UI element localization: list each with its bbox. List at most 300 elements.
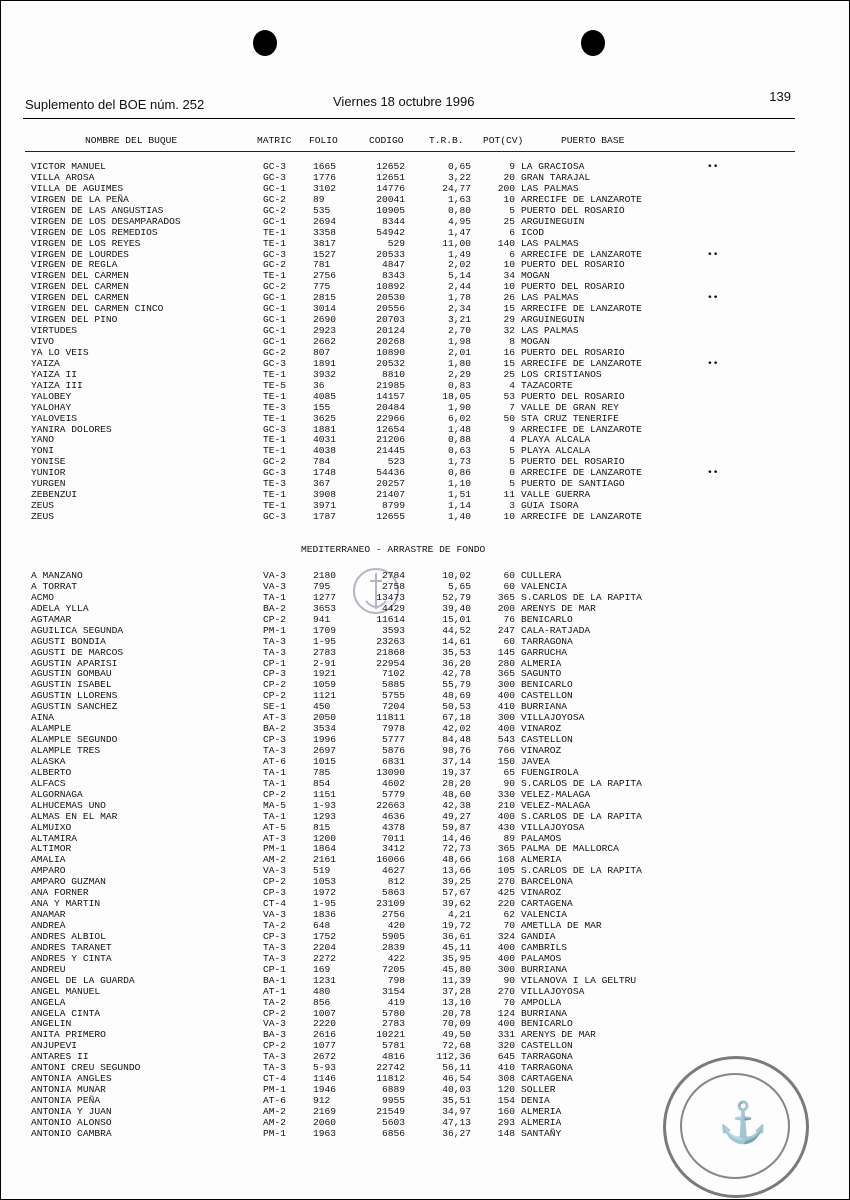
table-row: [1, 369, 850, 380]
folio: 2783: [313, 646, 337, 658]
potencia: 410: [497, 701, 515, 713]
folio: 2204: [313, 941, 337, 953]
trb: 35,53: [442, 646, 471, 658]
puerto-base: ARRECIFE DE LANZAROTE: [521, 511, 642, 522]
trb: 49,27: [442, 810, 471, 822]
matricula: BA-3: [263, 1029, 287, 1041]
column-header-name: NOMBRE DEL BUQUE: [85, 135, 178, 146]
potencia: 220: [497, 898, 515, 910]
folio: 169: [313, 963, 331, 975]
folio: 3102: [313, 182, 337, 194]
table-row: [1, 1008, 850, 1019]
vessel-name: ANDRES TARANET: [31, 941, 112, 953]
codigo: 5780: [381, 1007, 405, 1019]
puerto-base: PUERTO DEL ROSARIO: [521, 281, 625, 293]
matricula: VA-3: [263, 580, 287, 592]
potencia: 148: [497, 1127, 515, 1139]
table-row: [1, 570, 850, 581]
vessel-name: AGUSTIN SANCHEZ: [31, 701, 118, 713]
folio: 3014: [313, 303, 337, 315]
trb: 36,27: [442, 1127, 471, 1139]
matricula: CP-1: [263, 963, 287, 975]
trb: 2,44: [447, 281, 471, 293]
trb: 70,09: [442, 1018, 471, 1030]
vessel-name: ANTONIA MUNAR: [31, 1084, 106, 1096]
folio: 450: [313, 701, 331, 713]
codigo: 11812: [376, 1073, 405, 1085]
folio: 2272: [313, 952, 337, 964]
trb: 0,80: [447, 204, 471, 216]
puerto-base: S.CARLOS DE LA RAPITA: [521, 810, 642, 822]
potencia: 400: [497, 1018, 515, 1030]
vessel-list-canarias: [1, 161, 850, 522]
vessel-name: ADELA YLLA: [31, 602, 89, 614]
table-row: [1, 467, 850, 478]
potencia: 50: [503, 412, 515, 424]
trb: 13,66: [442, 865, 471, 877]
codigo: 22742: [376, 1062, 405, 1074]
matricula: GC-3: [263, 357, 287, 369]
trb: 5,14: [447, 270, 471, 282]
vessel-name: ANTONIO CAMBRA: [31, 1127, 112, 1139]
table-row: [1, 1040, 850, 1051]
potencia: 160: [497, 1105, 515, 1117]
matricula: TE-3: [263, 478, 287, 490]
vessel-name: VIRGEN DE LOS REMEDIOS: [31, 226, 158, 238]
folio: 480: [313, 985, 331, 997]
table-row: [1, 380, 850, 391]
table-row: [1, 216, 850, 227]
puerto-base: VINAROZ: [521, 723, 562, 735]
table-row: [1, 424, 850, 435]
puerto-base: VINAROZ: [521, 745, 562, 756]
potencia: 11: [503, 489, 515, 501]
puerto-base: VALENCIA: [521, 580, 568, 592]
codigo: 20484: [376, 401, 405, 413]
table-row: [1, 822, 850, 833]
puerto-base: PUERTO DE SANTIAGO: [521, 478, 625, 490]
matricula: GC-2: [263, 193, 287, 205]
matricula: TA-3: [263, 1062, 287, 1074]
folio: 1200: [313, 832, 337, 844]
vessel-name: YAIZA III: [31, 379, 83, 391]
table-row: [1, 658, 850, 669]
potencia: 140: [497, 237, 515, 249]
matricula: VA-3: [263, 1018, 287, 1030]
trb: 36,61: [442, 930, 471, 942]
vessel-name: VIRGEN DEL CARMEN: [31, 270, 129, 282]
potencia: 5: [509, 478, 515, 490]
trb: 48,69: [442, 690, 471, 702]
trb: 2,34: [447, 303, 471, 315]
potencia: 20: [503, 171, 515, 183]
trb: 67,18: [442, 712, 471, 724]
table-row: [1, 489, 850, 500]
codigo: 3412: [381, 843, 405, 855]
folio: 1007: [313, 1007, 337, 1019]
potencia: 300: [497, 679, 515, 691]
trb: 1,73: [447, 456, 471, 468]
folio: 89: [313, 193, 325, 205]
puerto-base: BENICARLO: [521, 679, 573, 691]
matricula: AT-5: [263, 821, 287, 833]
folio: 1146: [313, 1073, 337, 1085]
potencia: 5: [509, 445, 515, 457]
puerto-base: AMETLLA DE MAR: [521, 920, 602, 931]
trb: 2,01: [447, 346, 471, 358]
trb: 15,01: [442, 613, 471, 625]
trb: 98,76: [442, 745, 471, 756]
table-row: [1, 347, 850, 358]
matricula: CP-3: [263, 930, 287, 942]
table-row: [1, 314, 850, 325]
vessel-name: VIRGEN DEL CARMEN: [31, 292, 129, 304]
trb: 1,40: [447, 511, 471, 522]
puerto-base: VILLAJOYOSA: [521, 985, 585, 997]
table-row: [1, 668, 850, 679]
codigo: 20257: [376, 478, 405, 490]
codigo: 4636: [381, 810, 405, 822]
folio: 3932: [313, 368, 337, 380]
trb: 34,97: [442, 1105, 471, 1117]
vessel-name: ALBERTO: [31, 766, 72, 778]
folio: 1787: [313, 511, 337, 522]
trb: 46,54: [442, 1073, 471, 1085]
trb: 1,98: [447, 336, 471, 347]
vessel-name: ALHUCEMAS UNO: [31, 799, 106, 811]
puerto-base: CARTAGENA: [521, 1073, 573, 1085]
puerto-base: VILANOVA I LA GELTRU: [521, 974, 637, 986]
trb: 4,21: [447, 909, 471, 921]
matricula: AM-2: [263, 1116, 287, 1128]
folio: 2923: [313, 325, 337, 337]
potencia: 6: [509, 248, 515, 260]
puerto-base: ARENYS DE MAR: [521, 602, 596, 614]
potencia: 65: [503, 766, 515, 778]
folio: 1059: [313, 679, 337, 691]
vessel-name: YANO: [31, 434, 55, 446]
matricula: TA-3: [263, 1051, 287, 1063]
codigo: 20124: [376, 325, 405, 337]
trb: 72,73: [442, 843, 471, 855]
vessel-name: VIRTUDES: [31, 325, 78, 337]
folio: 795: [313, 580, 331, 592]
puerto-base: SAGUNTO: [521, 668, 562, 680]
codigo: 21445: [376, 445, 405, 457]
codigo: 798: [387, 974, 405, 986]
folio: 785: [313, 766, 331, 778]
table-row: [1, 909, 850, 920]
matricula: TE-1: [263, 434, 287, 446]
potencia: 400: [497, 810, 515, 822]
codigo: 10890: [376, 346, 405, 358]
trb: 1,14: [447, 500, 471, 512]
codigo: 5755: [381, 690, 405, 702]
codigo: 14776: [376, 182, 405, 194]
vessel-name: VIRGEN DEL CARMEN CINCO: [31, 303, 164, 315]
potencia: 60: [503, 635, 515, 647]
codigo: 20530: [376, 292, 405, 304]
matricula: TA-1: [263, 591, 287, 603]
trb: 14,61: [442, 635, 471, 647]
vessel-name: ANJUPEVI: [31, 1040, 78, 1052]
puerto-base: CULLERA: [521, 570, 562, 581]
codigo: 12654: [376, 423, 405, 435]
puerto-base: PUERTO DEL ROSARIO: [521, 390, 625, 402]
table-row: [1, 964, 850, 975]
vessel-name: ALMAS EN EL MAR: [31, 810, 118, 822]
codigo: 5863: [381, 887, 405, 899]
matricula: GC-1: [263, 215, 287, 227]
codigo: 13090: [376, 766, 405, 778]
header-rule: [23, 118, 795, 119]
vessel-name: VIRGEN DE LAS ANGUSTIAS: [31, 204, 164, 216]
potencia: 9: [509, 423, 515, 435]
vessel-name: VIRGEN DE REGLA: [31, 259, 118, 271]
codigo: 419: [387, 996, 405, 1008]
matricula: TA-3: [263, 941, 287, 953]
folio: 4031: [313, 434, 337, 446]
trb: 2,29: [447, 368, 471, 380]
table-row: [1, 734, 850, 745]
table-row: [1, 953, 850, 964]
codigo: 5876: [381, 745, 405, 756]
puerto-base: BENICARLO: [521, 613, 573, 625]
table-row: [1, 1018, 850, 1029]
codigo: 20532: [376, 357, 405, 369]
potencia: 10: [503, 193, 515, 205]
potencia: 200: [497, 182, 515, 194]
table-row: [1, 800, 850, 811]
trb: 45,80: [442, 963, 471, 975]
trb: 13,10: [442, 996, 471, 1008]
matricula: VA-3: [263, 570, 287, 581]
puerto-base: PALAMOS: [521, 832, 562, 844]
codigo: 7102: [381, 668, 405, 680]
potencia: 330: [497, 788, 515, 800]
matricula: GC-1: [263, 292, 287, 304]
trb: 56,11: [442, 1062, 471, 1074]
vessel-name: AGUSTI DE MARCOS: [31, 646, 124, 658]
codigo: 3154: [381, 985, 405, 997]
folio: 3908: [313, 489, 337, 501]
puerto-base: S.CARLOS DE LA RAPITA: [521, 591, 642, 603]
codigo: 21868: [376, 646, 405, 658]
puerto-base: ARRECIFE DE LANZAROTE: [521, 467, 642, 479]
potencia: 29: [503, 314, 515, 326]
column-header-matric: MATRIC: [257, 135, 292, 146]
trb: 42,38: [442, 799, 471, 811]
puerto-base: PLAYA ALCALA: [521, 434, 591, 446]
codigo: 529: [387, 237, 405, 249]
potencia: 365: [497, 591, 515, 603]
puerto-base: PUERTO DEL ROSARIO: [521, 346, 625, 358]
puerto-base: VILLAJOYOSA: [521, 712, 585, 724]
trb: 1,51: [447, 489, 471, 501]
table-row: [1, 161, 850, 172]
folio: 1277: [313, 591, 337, 603]
folio: 2690: [313, 314, 337, 326]
potencia: 10: [503, 259, 515, 271]
puerto-base: ALMERIA: [521, 854, 562, 866]
potencia: 60: [503, 570, 515, 581]
potencia: 6: [509, 226, 515, 238]
table-row: [1, 942, 850, 953]
table-row: [1, 402, 850, 413]
vessel-name: AGUSTIN ISABEL: [31, 679, 112, 691]
vessel-name: YAIZA: [31, 357, 60, 369]
folio: 2180: [313, 570, 337, 581]
puerto-base: ARRECIFE DE LANZAROTE: [521, 357, 642, 369]
trb: 28,20: [442, 777, 471, 789]
matricula: AT-3: [263, 712, 287, 724]
codigo: 2758: [381, 580, 405, 592]
table-row: [1, 456, 850, 467]
matricula: TA-3: [263, 646, 287, 658]
potencia: 430: [497, 821, 515, 833]
matricula: PM-1: [263, 843, 287, 855]
table-row: [1, 292, 850, 303]
punch-hole: [581, 30, 605, 56]
matricula: TE-1: [263, 412, 287, 424]
trb: 45,11: [442, 941, 471, 953]
table-row: [1, 997, 850, 1008]
matricula: TE-1: [263, 226, 287, 238]
table-row: [1, 975, 850, 986]
folio: 1151: [313, 788, 337, 800]
matricula: GC-1: [263, 303, 287, 315]
trb: 42,02: [442, 723, 471, 735]
potencia: 26: [503, 292, 515, 304]
vessel-name: AGUSTIN LLORENS: [31, 690, 118, 702]
matricula: TA-2: [263, 920, 287, 931]
potencia: 15: [503, 303, 515, 315]
vessel-name: VILLA AROSA: [31, 171, 95, 183]
folio: 519: [313, 865, 331, 877]
folio: 1881: [313, 423, 337, 435]
table-row: [1, 227, 850, 238]
vessel-name: ANGEL DE LA GUARDA: [31, 974, 135, 986]
codigo: 2756: [381, 909, 405, 921]
potencia: 293: [497, 1116, 515, 1128]
puerto-base: ICOD: [521, 226, 545, 238]
table-row: [1, 238, 850, 249]
vessel-name: ANTONIA ANGLES: [31, 1073, 112, 1085]
potencia: 210: [497, 799, 515, 811]
table-row: [1, 172, 850, 183]
puerto-base: LAS PALMAS: [521, 182, 579, 194]
trb: 47,13: [442, 1116, 471, 1128]
trb: 19,37: [442, 766, 471, 778]
vessel-name: ZEBENZUI: [31, 489, 78, 501]
folio: 784: [313, 456, 331, 468]
trb: 5,65: [447, 580, 471, 592]
vessel-name: YALOBEY: [31, 390, 72, 402]
potencia: 324: [497, 930, 515, 942]
table-row: [1, 194, 850, 205]
folio: 1053: [313, 876, 337, 888]
codigo: 5781: [381, 1040, 405, 1052]
matricula: CP-2: [263, 876, 287, 888]
table-row: [1, 898, 850, 909]
trb: 0,65: [447, 161, 471, 172]
folio: 3358: [313, 226, 337, 238]
potencia: 154: [497, 1095, 515, 1106]
vessel-name: VIRGEN DEL PINO: [31, 314, 118, 326]
vessel-name: ALMUIXO: [31, 821, 72, 833]
puerto-base: BURRIANA: [521, 1007, 568, 1019]
codigo: 20041: [376, 193, 405, 205]
matricula: BA-2: [263, 602, 287, 614]
matricula: AM-2: [263, 854, 287, 866]
column-header-folio: FOLIO: [309, 135, 338, 146]
trb: 1,49: [447, 248, 471, 260]
column-headers: [1, 135, 850, 151]
trb: 39,40: [442, 602, 471, 614]
vessel-name: YONISE: [31, 456, 66, 468]
vessel-name: ALTIMOR: [31, 843, 72, 855]
folio: 1-95: [313, 898, 337, 910]
puerto-base: ARRECIFE DE LANZAROTE: [521, 248, 642, 260]
potencia: 308: [497, 1073, 515, 1085]
puerto-base: PUERTO DEL ROSARIO: [521, 204, 625, 216]
table-row: [1, 690, 850, 701]
matricula: VA-3: [263, 909, 287, 921]
codigo: 6889: [381, 1084, 405, 1096]
puerto-base: VALLE DE GRAN REY: [521, 401, 619, 413]
potencia: 60: [503, 580, 515, 592]
trb: 3,21: [447, 314, 471, 326]
potencia: 120: [497, 1084, 515, 1096]
puerto-base: SOLLER: [521, 1084, 556, 1096]
folio: 1752: [313, 930, 337, 942]
codigo: 4816: [381, 1051, 405, 1063]
puerto-base: ALMERIA: [521, 1105, 562, 1117]
potencia: 34: [503, 270, 515, 282]
puerto-base: ARRECIFE DE LANZAROTE: [521, 193, 642, 205]
potencia: 4: [509, 379, 515, 391]
codigo: 8344: [381, 215, 405, 227]
potencia: 5: [509, 204, 515, 216]
trb: 6,02: [447, 412, 471, 424]
matricula: GC-1: [263, 314, 287, 326]
matricula: GC-2: [263, 259, 287, 271]
folio: 1709: [313, 624, 337, 636]
puerto-base: LAS PALMAS: [521, 325, 579, 337]
table-row: [1, 712, 850, 723]
folio: 5-93: [313, 1062, 337, 1074]
folio: 4085: [313, 390, 337, 402]
potencia: 89: [503, 832, 515, 844]
vessel-name: AINA: [31, 712, 55, 724]
puerto-base: VELEZ-MALAGA: [521, 799, 591, 811]
potencia: 15: [503, 357, 515, 369]
matricula: AM-2: [263, 1105, 287, 1117]
trb: 57,67: [442, 887, 471, 899]
potencia: 25: [503, 215, 515, 227]
folio: 1077: [313, 1040, 337, 1052]
puerto-base: TAZACORTE: [521, 379, 573, 391]
codigo: 20703: [376, 314, 405, 326]
trb: 11,00: [442, 237, 471, 249]
trb: 1,47: [447, 226, 471, 238]
codigo: 2784: [381, 570, 405, 581]
codigo: 7204: [381, 701, 405, 713]
codigo: 6856: [381, 1127, 405, 1139]
folio: 1293: [313, 810, 337, 822]
puerto-base: GUIA ISORA: [521, 500, 579, 512]
codigo: 6831: [381, 755, 405, 767]
